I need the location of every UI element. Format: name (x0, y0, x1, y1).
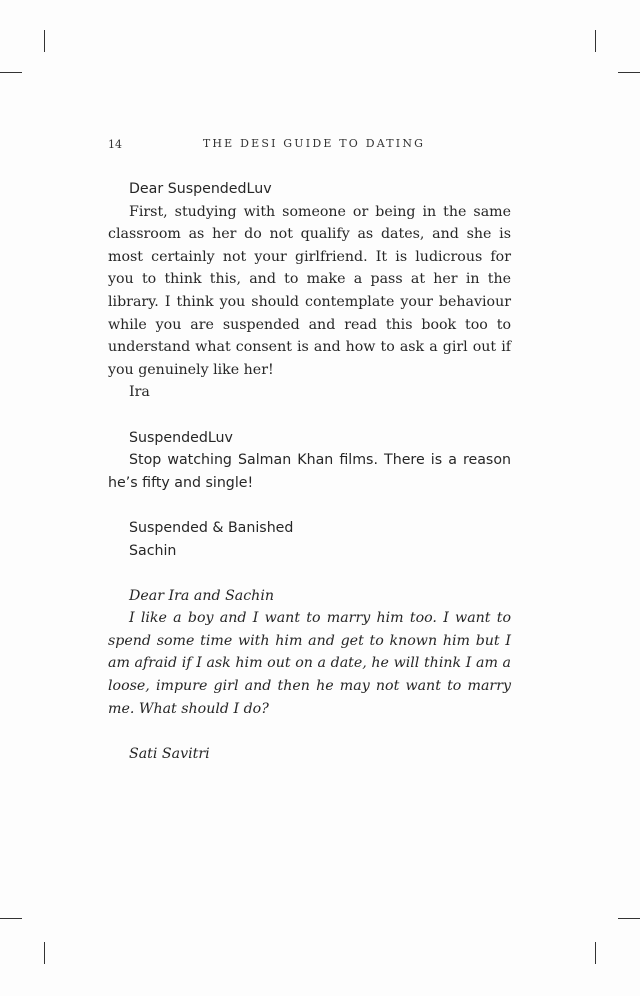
page-body (108, 178, 511, 765)
sachin-reply-body: Stop watching Salman Khan films. There is a reason he’s fifty and single! (108, 452, 511, 491)
crop-mark-top-right-horizontal (618, 72, 640, 73)
crop-mark-bottom-right-horizontal (618, 918, 640, 919)
ira-salutation: Dear SuspendedLuv (129, 181, 272, 197)
sati-letter-body: I like a boy and I want to marry him too. I want to spend some time with him and get to known him but I am afraid if I ask him out on a date, he will think I am a loose, impure girl and then he may not want to marry me. What should I do? (108, 610, 511, 717)
crop-mark-top-right-vertical (595, 30, 596, 52)
running-head (108, 136, 520, 154)
sachin-signature: Sachin (129, 542, 177, 559)
ira-signature: Ira (129, 384, 150, 401)
crop-mark-top-left-vertical (44, 30, 45, 52)
ira-reply-body: First, studying with someone or being in the same classroom as her do not qualify as dates, and she is most certainly not your girlfriend. It is ludicrous for you to think this, and to make a pass at her in the library. I think you should contemplate your behaviour while you are suspended and read this book too to understand what consent is and how to ask a girl out if you genuinely like her! (108, 203, 511, 378)
book-title: THE DESI GUIDE TO DATING (202, 137, 426, 150)
sachin-closing: Suspended & Banished (129, 519, 294, 536)
crop-mark-bottom-left-horizontal (0, 918, 22, 919)
crop-mark-top-left-horizontal (0, 72, 22, 73)
sati-signature: Sati Savitri (129, 745, 210, 762)
sati-salutation: Dear Ira and Sachin (129, 587, 274, 604)
page-number: 14 (108, 138, 122, 151)
sachin-salutation: SuspendedLuv (129, 429, 233, 446)
crop-mark-bottom-left-vertical (44, 942, 45, 964)
crop-mark-bottom-right-vertical (595, 942, 596, 964)
